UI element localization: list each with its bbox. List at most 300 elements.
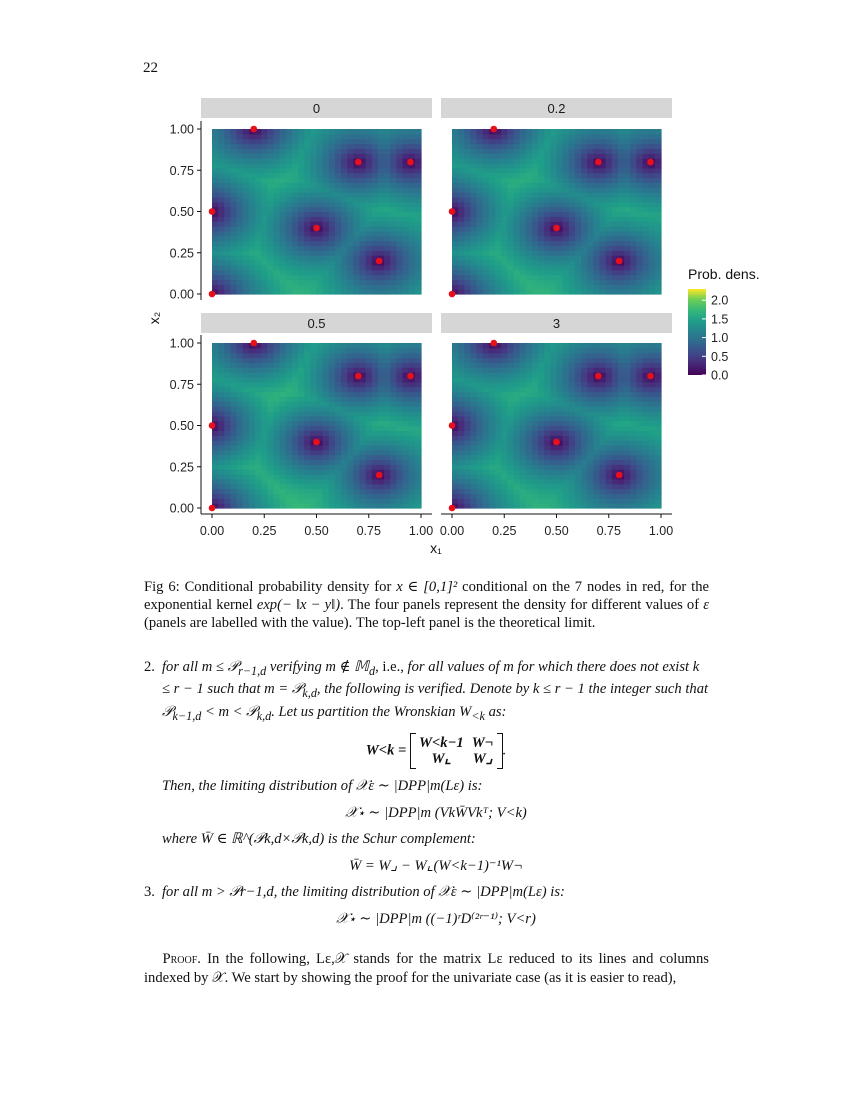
heatmap-cell (655, 435, 662, 440)
heatmap-cell (329, 158, 336, 163)
heatmap-cell (452, 440, 459, 445)
heatmap-cell (292, 129, 299, 134)
heatmap-cell (317, 503, 324, 508)
heatmap-cell (353, 474, 360, 479)
heatmap-cell (224, 255, 231, 260)
heatmap-cell (606, 241, 613, 246)
heatmap-cell (538, 455, 545, 460)
heatmap-cell (587, 469, 594, 474)
heatmap-cell (569, 197, 576, 202)
node-point (553, 225, 560, 232)
heatmap-cell (655, 178, 662, 183)
heatmap-cell (649, 265, 656, 270)
heatmap-cell (550, 144, 557, 149)
heatmap-cell (600, 289, 607, 294)
heatmap-cell (360, 212, 367, 217)
heatmap-cell (212, 279, 219, 284)
heatmap-cell (501, 216, 508, 221)
heatmap-cell (267, 440, 274, 445)
heatmap-cell (606, 153, 613, 158)
heatmap-cell (255, 270, 262, 275)
heatmap-cell (212, 372, 219, 377)
heatmap-cell (237, 216, 244, 221)
heatmap-cell (630, 216, 637, 221)
heatmap-cell (501, 455, 508, 460)
heatmap-cell (655, 469, 662, 474)
heatmap-cell (384, 362, 391, 367)
heatmap-cell (550, 489, 557, 494)
heatmap-cell (624, 163, 631, 168)
heatmap-cell (575, 226, 582, 231)
heatmap-cell (600, 450, 607, 455)
heatmap-cell (304, 173, 311, 178)
heatmap-cell (557, 489, 564, 494)
heatmap-cell (569, 489, 576, 494)
heatmap-cell (526, 153, 533, 158)
heatmap-cell (347, 343, 354, 348)
heatmap-cell (267, 197, 274, 202)
heatmap-cell (329, 503, 336, 508)
heatmap-cell (520, 168, 527, 173)
heatmap-cell (581, 260, 588, 265)
heatmap-cell (372, 241, 379, 246)
heatmap-cell (249, 440, 256, 445)
heatmap-cell (557, 129, 564, 134)
heatmap-cell (372, 343, 379, 348)
heatmap-cell (261, 489, 268, 494)
heatmap-cell (409, 367, 416, 372)
heatmap-cell (335, 493, 342, 498)
heatmap-cell (372, 163, 379, 168)
heatmap-cell (655, 489, 662, 494)
heatmap-cell (390, 367, 397, 372)
heatmap-cell (230, 469, 237, 474)
heatmap-cell (557, 464, 564, 469)
heatmap-cell (261, 207, 268, 212)
heatmap-cell (538, 503, 545, 508)
heatmap-cell (477, 455, 484, 460)
heatmap-cell (286, 503, 293, 508)
heatmap-cell (366, 153, 373, 158)
heatmap-cell (298, 479, 305, 484)
heatmap-cell (612, 134, 619, 139)
heatmap-cell (532, 479, 539, 484)
heatmap-cell (230, 187, 237, 192)
heatmap-cell (581, 275, 588, 280)
heatmap-cell (489, 396, 496, 401)
heatmap-cell (458, 260, 465, 265)
heatmap-cell (378, 464, 385, 469)
heatmap-cell (557, 401, 564, 406)
heatmap-cell (255, 367, 262, 372)
heatmap-cell (630, 275, 637, 280)
heatmap-cell (618, 192, 625, 197)
heatmap-cell (526, 479, 533, 484)
heatmap-cell (317, 279, 324, 284)
heatmap-cell (452, 343, 459, 348)
heatmap-cell (249, 148, 256, 153)
heatmap-cell (403, 459, 410, 464)
heatmap-cell (212, 260, 219, 265)
heatmap-cell (384, 289, 391, 294)
heatmap-cell (581, 148, 588, 153)
heatmap-cell (298, 221, 305, 226)
heatmap-cell (636, 406, 643, 411)
heatmap-cell (520, 260, 527, 265)
heatmap-cell (292, 450, 299, 455)
heatmap-cell (464, 362, 471, 367)
heatmap-cell (575, 197, 582, 202)
heatmap-cell (520, 343, 527, 348)
heatmap-cell (477, 489, 484, 494)
heatmap-cell (557, 202, 564, 207)
heatmap-cell (612, 489, 619, 494)
heatmap-cell (655, 212, 662, 217)
heatmap-cell (273, 484, 280, 489)
heatmap-cell (304, 387, 311, 392)
x-axis-title: x₁ (430, 540, 442, 556)
heatmap-cell (317, 153, 324, 158)
heatmap-cell (353, 387, 360, 392)
heatmap-cell (575, 382, 582, 387)
heatmap-cell (415, 221, 422, 226)
heatmap-cell (273, 178, 280, 183)
heatmap-cell (341, 270, 348, 275)
heatmap-cell (557, 372, 564, 377)
heatmap-cell (643, 245, 650, 250)
heatmap-cell (520, 289, 527, 294)
heatmap-cell (636, 144, 643, 149)
heatmap-cell (286, 377, 293, 382)
heatmap-cell (557, 148, 564, 153)
heatmap-cell (273, 148, 280, 153)
heatmap-cell (255, 421, 262, 426)
heatmap-cell (224, 270, 231, 275)
heatmap-cell (477, 392, 484, 397)
heatmap-cell (501, 178, 508, 183)
heatmap-cell (366, 362, 373, 367)
heatmap-cell (495, 226, 502, 231)
heatmap-cell (630, 348, 637, 353)
heatmap-cell (273, 241, 280, 246)
node-point (209, 291, 216, 298)
heatmap-cell (280, 279, 287, 284)
heatmap-cell (550, 148, 557, 153)
heatmap-cell (224, 158, 231, 163)
heatmap-cell (600, 435, 607, 440)
heatmap-cell (630, 367, 637, 372)
heatmap-cell (224, 265, 231, 270)
heatmap-cell (600, 265, 607, 270)
heatmap-cell (310, 275, 317, 280)
heatmap-cell (643, 401, 650, 406)
heatmap-cell (544, 430, 551, 435)
heatmap-cell (212, 459, 219, 464)
heatmap-cell (557, 144, 564, 149)
heatmap-cell (624, 207, 631, 212)
heatmap-cell (483, 289, 490, 294)
heatmap-cell (569, 168, 576, 173)
heatmap-cell (575, 255, 582, 260)
item2-text-f: < m < 𝒫 (201, 703, 257, 720)
heatmap-cell (237, 493, 244, 498)
heatmap-cell (495, 362, 502, 367)
heatmap-cell (280, 469, 287, 474)
caption-math-1: x ∈ [0,1]² (396, 579, 458, 595)
heatmap-cell (347, 382, 354, 387)
heatmap-cell (538, 479, 545, 484)
heatmap-cell (280, 401, 287, 406)
heatmap-cell (624, 430, 631, 435)
heatmap-cell (384, 245, 391, 250)
heatmap-cell (501, 411, 508, 416)
node-point (491, 340, 498, 347)
heatmap-cell (513, 221, 520, 226)
heatmap-cell (569, 430, 576, 435)
heatmap-cell (501, 250, 508, 255)
heatmap-cell (649, 144, 656, 149)
heatmap-cell (495, 396, 502, 401)
heatmap-cell (212, 362, 219, 367)
heatmap-cell (550, 358, 557, 363)
heatmap-cell (575, 192, 582, 197)
heatmap-cell (255, 275, 262, 280)
heatmap-cell (593, 367, 600, 372)
heatmap-cell (243, 173, 250, 178)
heatmap-cell (538, 255, 545, 260)
heatmap-cell (581, 212, 588, 217)
heatmap-cell (212, 168, 219, 173)
heatmap-cell (249, 178, 256, 183)
heatmap-cell (218, 207, 225, 212)
heatmap-cell (415, 163, 422, 168)
heatmap-cell (353, 270, 360, 275)
heatmap-cell (630, 236, 637, 241)
heatmap-cell (218, 435, 225, 440)
heatmap-cell (477, 479, 484, 484)
heatmap-cell (495, 265, 502, 270)
heatmap-cell (507, 362, 514, 367)
heatmap-cell (261, 275, 268, 280)
heatmap-cell (341, 401, 348, 406)
heatmap-cell (587, 182, 594, 187)
heatmap-cell (292, 455, 299, 460)
heatmap-cell (390, 202, 397, 207)
heatmap-cell (396, 479, 403, 484)
heatmap-cell (403, 358, 410, 363)
heatmap-cell (310, 450, 317, 455)
heatmap-cell (458, 173, 465, 178)
heatmap-cell (600, 275, 607, 280)
heatmap-cell (464, 207, 471, 212)
heatmap-cell (329, 212, 336, 217)
heatmap-cell (384, 484, 391, 489)
heatmap-cell (298, 226, 305, 231)
heatmap-cell (317, 139, 324, 144)
heatmap-cell (464, 212, 471, 217)
heatmap-cell (575, 489, 582, 494)
heatmap-cell (501, 479, 508, 484)
heatmap-cell (513, 241, 520, 246)
heatmap-cell (600, 231, 607, 236)
heatmap-cell (464, 163, 471, 168)
heatmap-cell (335, 202, 342, 207)
heatmap-cell (317, 382, 324, 387)
heatmap-cell (341, 377, 348, 382)
heatmap-cell (643, 255, 650, 260)
heatmap-cell (360, 173, 367, 178)
heatmap-cell (520, 158, 527, 163)
heatmap-cell (636, 455, 643, 460)
heatmap-cell (470, 343, 477, 348)
heatmap-cell (390, 182, 397, 187)
heatmap-cell (396, 450, 403, 455)
heatmap-cell (335, 455, 342, 460)
heatmap-cell (249, 182, 256, 187)
heatmap-cell (366, 372, 373, 377)
heatmap-cell (378, 396, 385, 401)
heatmap-cell (310, 367, 317, 372)
heatmap-cell (396, 459, 403, 464)
heatmap-cell (458, 129, 465, 134)
heatmap-cell (212, 226, 219, 231)
heatmap-cell (378, 489, 385, 494)
heatmap-cell (458, 416, 465, 421)
heatmap-cell (267, 430, 274, 435)
heatmap-cell (335, 279, 342, 284)
heatmap-cell (304, 489, 311, 494)
heatmap-cell (581, 406, 588, 411)
heatmap-cell (292, 173, 299, 178)
heatmap-cell (587, 158, 594, 163)
heatmap-cell (464, 173, 471, 178)
heatmap-cell (618, 396, 625, 401)
heatmap-cell (353, 430, 360, 435)
heatmap-cell (347, 245, 354, 250)
heatmap-cell (249, 260, 256, 265)
heatmap-cell (237, 343, 244, 348)
heatmap-cell (360, 382, 367, 387)
heatmap-cell (396, 469, 403, 474)
heatmap-cell (218, 279, 225, 284)
heatmap-cell (378, 362, 385, 367)
heatmap-cell (237, 469, 244, 474)
heatmap-cell (378, 226, 385, 231)
heatmap-cell (280, 459, 287, 464)
heatmap-cell (372, 430, 379, 435)
heatmap-cell (366, 216, 373, 221)
heatmap-cell (538, 168, 545, 173)
heatmap-cell (544, 153, 551, 158)
heatmap-cell (329, 139, 336, 144)
y-tick-label: 1.00 (169, 336, 194, 351)
heatmap-cell (489, 178, 496, 183)
heatmap-cell (618, 450, 625, 455)
heatmap-cell (329, 348, 336, 353)
heatmap-cell (452, 353, 459, 358)
heatmap-cell (636, 134, 643, 139)
heatmap-cell (569, 464, 576, 469)
heatmap-cell (600, 245, 607, 250)
heatmap-cell (544, 245, 551, 250)
heatmap-cell (513, 348, 520, 353)
heatmap-cell (255, 503, 262, 508)
heatmap-cell (643, 250, 650, 255)
heatmap-cell (396, 245, 403, 250)
heatmap-cell (249, 416, 256, 421)
heatmap-cell (396, 411, 403, 416)
heatmap-cell (612, 382, 619, 387)
heatmap-cell (458, 489, 465, 494)
heatmap-cells (212, 129, 422, 295)
heatmap-cell (581, 153, 588, 158)
heatmap-cell (224, 187, 231, 192)
heatmap-cell (403, 153, 410, 158)
heatmap-cell (255, 226, 262, 231)
heatmap-cell (624, 139, 631, 144)
heatmap-cell (630, 469, 637, 474)
heatmap-cell (593, 168, 600, 173)
heatmap-cell (378, 459, 385, 464)
heatmap-cell (636, 450, 643, 455)
heatmap-cell (649, 440, 656, 445)
heatmap-cell (624, 255, 631, 260)
heatmap-cell (390, 226, 397, 231)
heatmap-cell (310, 168, 317, 173)
heatmap-cell (538, 207, 545, 212)
heatmap-cell (649, 182, 656, 187)
heatmap-cell (347, 226, 354, 231)
heatmap-cell (335, 265, 342, 270)
heatmap-cell (378, 348, 385, 353)
heatmap-cell (267, 275, 274, 280)
heatmap-cell (649, 406, 656, 411)
heatmap-cell (372, 421, 379, 426)
heatmap-cell (237, 139, 244, 144)
heatmap-cell (390, 168, 397, 173)
heatmap-cell (378, 498, 385, 503)
heatmap-cell (538, 153, 545, 158)
heatmap-cell (310, 250, 317, 255)
heatmap-cell (396, 178, 403, 183)
heatmap-cell (212, 440, 219, 445)
heatmap-cell (600, 216, 607, 221)
heatmap-cell (280, 163, 287, 168)
heatmap-cell (347, 435, 354, 440)
heatmap-cell (292, 212, 299, 217)
heatmap-cell (520, 426, 527, 431)
heatmap-cell (255, 265, 262, 270)
heatmap-cell (267, 493, 274, 498)
heatmap-cell (513, 178, 520, 183)
heatmap-cell (606, 148, 613, 153)
heatmap-cell (563, 207, 570, 212)
heatmap-cell (267, 377, 274, 382)
heatmap-cell (415, 353, 422, 358)
heatmap-cell (470, 202, 477, 207)
heatmap-cell (557, 168, 564, 173)
heatmap-cell (261, 241, 268, 246)
heatmap-cell (366, 178, 373, 183)
heatmap-cell (267, 401, 274, 406)
heatmap-cell (286, 353, 293, 358)
heatmap-cell (587, 372, 594, 377)
heatmap-cell (390, 430, 397, 435)
heatmap-cell (532, 489, 539, 494)
heatmap-cell (243, 153, 250, 158)
heatmap-cell (237, 241, 244, 246)
heatmap-cell (255, 241, 262, 246)
